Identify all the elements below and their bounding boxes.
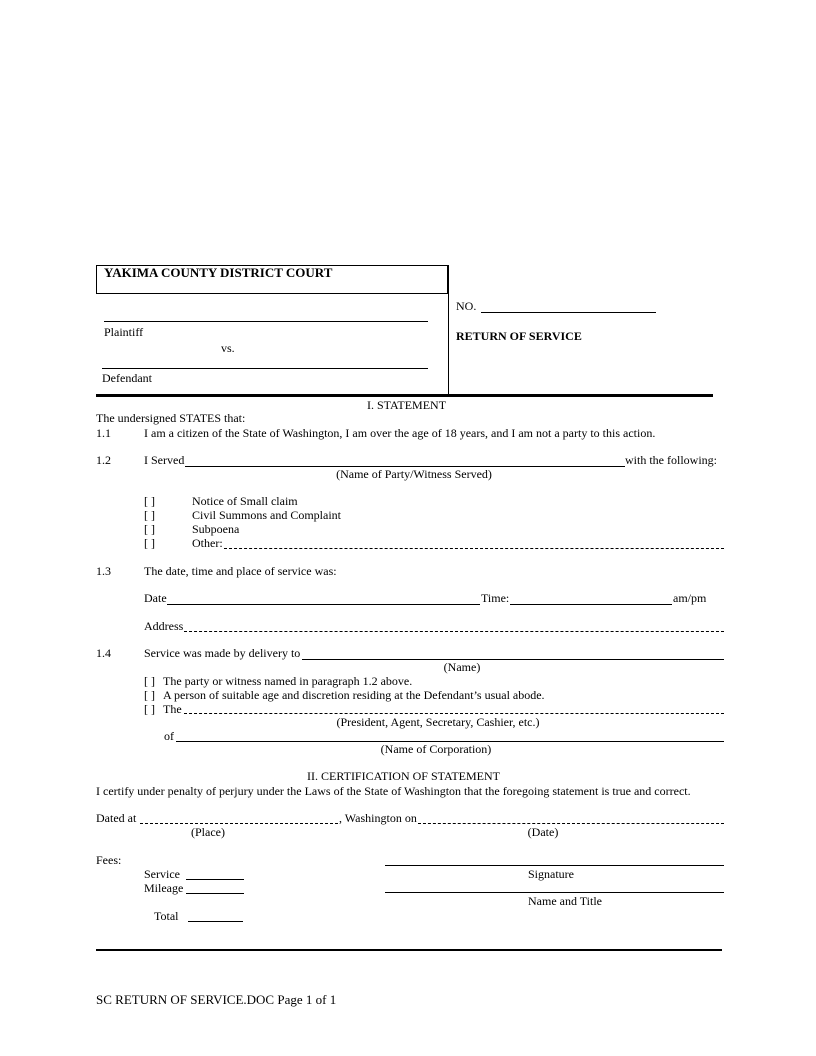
para-1-3-number: 1.3 xyxy=(96,564,111,578)
caption-left-border xyxy=(96,293,449,294)
other-line[interactable] xyxy=(224,548,724,549)
service-fee-line[interactable] xyxy=(186,879,244,880)
served-party-caption: (Name of Party/Witness Served) xyxy=(336,467,492,481)
date-line[interactable] xyxy=(167,604,480,605)
washington-on-label: , Washington on xyxy=(339,811,417,825)
checkbox-summons[interactable]: [ ] xyxy=(144,508,155,522)
para-1-3-text: The date, time and place of service was: xyxy=(144,564,337,578)
total-fee-label: Total xyxy=(154,909,179,923)
certification-text: I certify under penalty of perjury under the Laws of the State of Washington that the foregoing statement is true and correct. xyxy=(96,784,691,798)
caption-vertical-divider xyxy=(448,265,449,395)
doc-summons-label: Civil Summons and Complaint xyxy=(192,508,342,522)
signature-line[interactable] xyxy=(385,865,724,866)
place-caption: (Place) xyxy=(191,825,225,839)
place-line[interactable] xyxy=(140,823,338,824)
para-1-2-number: 1.2 xyxy=(96,453,111,467)
option-suitable-person: A person of suitable age and discretion residing at the Defendant’s usual abode. xyxy=(163,688,545,702)
option-party-named: The party or witness named in paragraph 1.2 above. xyxy=(163,674,413,688)
checkbox-notice[interactable]: [ ] xyxy=(144,494,155,508)
checkbox-other[interactable]: [ ] xyxy=(144,536,155,550)
delivery-name-caption: (Name) xyxy=(443,660,481,674)
caption-bottom-rule xyxy=(96,394,713,397)
statement-heading: I. STATEMENT xyxy=(367,398,447,412)
plaintiff-line[interactable] xyxy=(104,321,428,322)
defendant-label: Defendant xyxy=(102,371,152,385)
delivery-name-line[interactable] xyxy=(302,659,724,660)
certification-heading: II. CERTIFICATION OF STATEMENT xyxy=(307,769,500,783)
corporation-caption: (Name of Corporation) xyxy=(380,742,492,756)
checkbox-subpoena[interactable]: [ ] xyxy=(144,522,155,536)
para-1-1-number: 1.1 xyxy=(96,426,111,440)
served-suffix: with the following: xyxy=(625,453,717,467)
signature-caption: Signature xyxy=(528,867,574,881)
doc-subpoena-label: Subpoena xyxy=(192,522,240,536)
dated-at-label: Dated at xyxy=(96,811,137,825)
doc-notice-label: Notice of Small claim xyxy=(192,494,298,508)
case-number-label: NO. xyxy=(456,299,477,313)
name-title-caption: Name and Title xyxy=(528,894,602,908)
statement-intro: The undersigned STATES that: xyxy=(96,411,246,425)
name-title-line[interactable] xyxy=(385,892,724,893)
defendant-line[interactable] xyxy=(102,368,428,369)
officer-title-line[interactable] xyxy=(184,713,724,714)
date-caption: (Date) xyxy=(527,825,559,839)
option-corporate-officer: The xyxy=(163,702,182,716)
total-fee-line[interactable] xyxy=(188,921,243,922)
address-label: Address xyxy=(144,619,184,633)
of-label: of xyxy=(164,729,174,743)
checkbox-corporate-officer[interactable]: [ ] xyxy=(144,702,155,716)
case-number-line[interactable] xyxy=(481,312,656,313)
caption-box-left-edge xyxy=(96,265,97,293)
service-fee-label: Service xyxy=(144,867,180,881)
footer-text: SC RETURN OF SERVICE.DOC Page 1 of 1 xyxy=(96,992,337,1007)
para-1-4-text: Service was made by delivery to xyxy=(144,646,301,660)
mileage-fee-line[interactable] xyxy=(186,893,244,894)
time-line[interactable] xyxy=(510,604,672,605)
time-label: Time: xyxy=(481,591,510,605)
mileage-fee-label: Mileage xyxy=(144,881,184,895)
bottom-rule xyxy=(96,949,722,951)
court-name: YAKIMA COUNTY DISTRICT COURT xyxy=(104,265,333,280)
checkbox-suitable-person[interactable]: [ ] xyxy=(144,688,155,702)
ampm-label: am/pm xyxy=(673,591,707,605)
checkbox-party-named[interactable]: [ ] xyxy=(144,674,155,688)
served-label: I Served xyxy=(144,453,185,467)
date-label: Date xyxy=(144,591,167,605)
certification-date-line[interactable] xyxy=(418,823,724,824)
address-line[interactable] xyxy=(184,631,724,632)
para-1-1-text: I am a citizen of the State of Washington, I am over the age of 18 years, and I am not a party to this action. xyxy=(144,426,656,440)
para-1-4-number: 1.4 xyxy=(96,646,111,660)
document-title: RETURN OF SERVICE xyxy=(456,329,582,343)
fees-label: Fees: xyxy=(96,853,122,867)
plaintiff-label: Plaintiff xyxy=(104,325,144,339)
doc-other-label: Other: xyxy=(192,536,223,550)
vs-label: vs. xyxy=(221,341,235,355)
officer-title-caption: (President, Agent, Secretary, Cashier, etc.) xyxy=(336,715,540,729)
